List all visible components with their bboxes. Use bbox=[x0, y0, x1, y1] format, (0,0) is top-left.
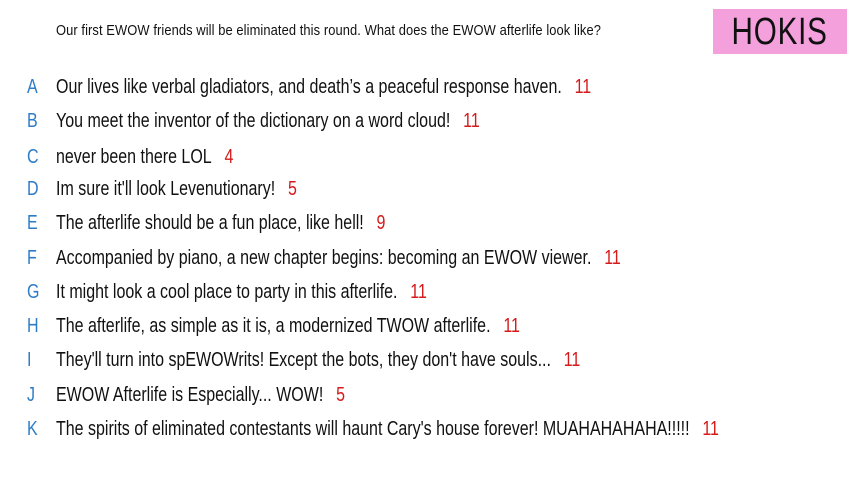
word-count: 11 bbox=[574, 76, 592, 98]
response-text: The spirits of eliminated contestants will haunt Cary's house forever! MUAHAHAHAHA!!!!! bbox=[56, 418, 690, 440]
response-row-f bbox=[0, 245, 853, 271]
word-count: 11 bbox=[604, 247, 621, 269]
response-row-b bbox=[0, 108, 853, 134]
word-count: 4 bbox=[224, 146, 234, 168]
response-row-j bbox=[0, 382, 853, 408]
badge-label: HOKIS bbox=[731, 10, 829, 53]
response-row-i bbox=[0, 347, 853, 373]
word-count: 11 bbox=[702, 418, 719, 440]
response-letter: B bbox=[27, 110, 38, 132]
response-text: They'll turn into spEWOWrits! Except the bots, they don't have souls... bbox=[56, 349, 551, 371]
response-text: Our lives like verbal gladiators, and death’s a peaceful response haven. bbox=[56, 76, 562, 98]
response-letter: A bbox=[27, 76, 38, 98]
response-text: You meet the inventor of the dictionary on a word cloud! bbox=[56, 110, 451, 132]
response-text: never been there LOL bbox=[56, 146, 212, 168]
contestant-badge bbox=[713, 9, 847, 54]
response-letter: I bbox=[27, 349, 32, 371]
response-text: Accompanied by piano, a new chapter begins: becoming an EWOW viewer. bbox=[56, 247, 592, 269]
word-count: 5 bbox=[287, 178, 297, 200]
response-text: The afterlife should be a fun place, like hell! bbox=[56, 212, 364, 234]
word-count: 9 bbox=[376, 212, 386, 234]
response-text: The afterlife, as simple as it is, a modernized TWOW afterlife. bbox=[56, 315, 491, 337]
word-count: 11 bbox=[503, 315, 520, 337]
response-row-h bbox=[0, 313, 853, 339]
response-row-c bbox=[0, 144, 853, 170]
response-letter: E bbox=[27, 212, 38, 234]
word-count: 5 bbox=[336, 384, 345, 406]
response-letter: F bbox=[27, 247, 37, 269]
response-letter: C bbox=[27, 146, 39, 168]
response-row-g bbox=[0, 279, 853, 305]
word-count: 11 bbox=[410, 281, 427, 303]
response-letter: H bbox=[27, 315, 39, 337]
word-count: 11 bbox=[463, 110, 480, 132]
response-letter: J bbox=[27, 384, 35, 406]
response-letter: K bbox=[27, 418, 38, 440]
response-text: Im sure it'll look Levenutionary! bbox=[56, 178, 276, 200]
response-row-k bbox=[0, 416, 853, 442]
response-row-e bbox=[0, 210, 853, 236]
response-text: EWOW Afterlife is Especially... WOW! bbox=[56, 384, 324, 406]
response-letter: D bbox=[27, 178, 39, 200]
response-text: It might look a cool place to party in this afterlife. bbox=[56, 281, 398, 303]
prompt-text: Our first EWOW friends will be eliminated this round. What does the EWOW afterlife look like? bbox=[56, 22, 601, 39]
word-count: 11 bbox=[563, 349, 581, 371]
response-letter: G bbox=[27, 281, 40, 303]
response-row-a bbox=[0, 74, 853, 100]
response-row-d bbox=[0, 176, 853, 202]
